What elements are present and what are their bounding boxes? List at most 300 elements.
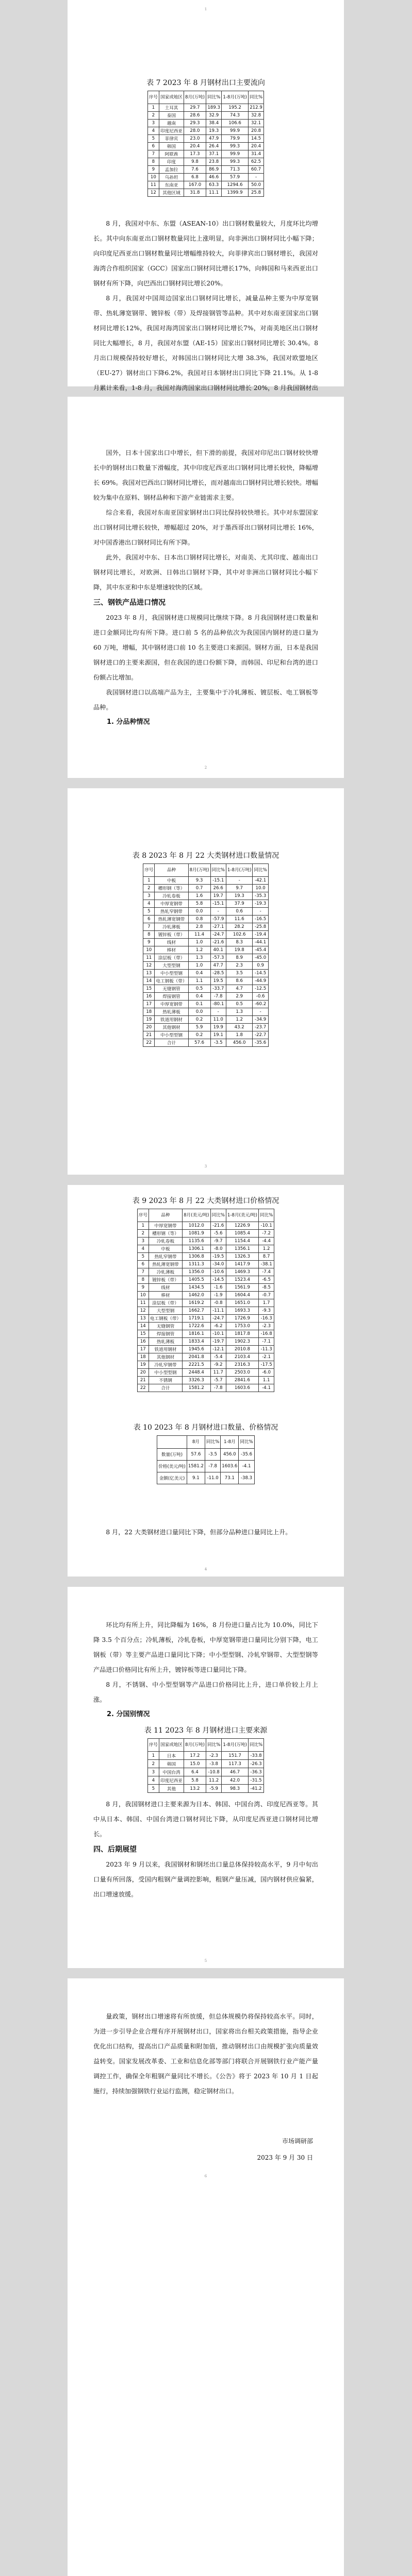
table-cell: 19.7 (210, 892, 226, 900)
table-cell: 10 (147, 174, 159, 181)
table-cell: -35.6 (253, 1039, 268, 1047)
table-cell: 16 (137, 1338, 149, 1346)
table-cell: 3.5 (226, 970, 253, 977)
table-row (143, 900, 269, 908)
table-cell: -3.5 (210, 1039, 226, 1047)
table-cell: 0.4 (188, 970, 210, 977)
page-number: 4 (204, 1567, 207, 1571)
table-cell: -42.1 (253, 877, 268, 885)
table-row (143, 892, 269, 900)
page-number: 3 (204, 1164, 207, 1168)
table-row (147, 143, 263, 150)
table-cell: -7.8 (210, 993, 226, 1001)
table-cell: 17 (143, 1001, 155, 1008)
table-row (137, 1361, 274, 1369)
table-cell: -38.1 (258, 1261, 274, 1268)
table-row (147, 1776, 263, 1785)
page-4 (68, 1185, 344, 1577)
table-cell: -9.7 (210, 1238, 226, 1245)
table-cell: 1135.6 (183, 1238, 210, 1245)
table-row (147, 174, 263, 181)
table-cell: 99.3 (222, 158, 249, 166)
table-cell: 46.6 (206, 174, 221, 181)
table-cell: -45.4 (253, 946, 268, 954)
table-cell: 11 (143, 954, 155, 962)
table-cell: 13 (143, 970, 155, 977)
table-cell: 57.9 (222, 174, 249, 181)
table-cell: 其他钢材 (149, 1353, 182, 1361)
table-cell: 0.2 (188, 1016, 210, 1024)
table-cell: 20.4 (248, 143, 263, 150)
table-cell: 18 (143, 1008, 155, 1016)
table-row (157, 1461, 254, 1472)
table-row (137, 1384, 274, 1392)
table-9 (137, 1209, 275, 1392)
table-row (147, 158, 263, 166)
table-cell: 1753.0 (226, 1323, 258, 1330)
column-header: 同比% (258, 1209, 274, 1222)
table-row (137, 1292, 274, 1299)
table-cell: 22 (137, 1384, 149, 1392)
column-header: 8月(美元/吨) (183, 1209, 210, 1222)
table-cell: 2.9 (226, 993, 253, 1001)
table-cell: 2010.8 (226, 1346, 258, 1353)
table-row (147, 181, 263, 189)
table-cell: 23.8 (206, 158, 221, 166)
table-header-row (137, 1209, 274, 1222)
table-cell: 11.1 (206, 189, 221, 197)
column-header: 同比% (248, 91, 263, 104)
table-8 (143, 863, 269, 1047)
table-cell: 195.2 (222, 104, 249, 112)
table-cell: 0.1 (188, 1001, 210, 1008)
table-cell: 26.4 (206, 143, 221, 150)
table-cell: 2041.8 (183, 1353, 210, 1361)
table-row (137, 1323, 274, 1330)
table-cell: 99.9 (222, 150, 249, 158)
table-cell: -80.1 (210, 1001, 226, 1008)
table-row (137, 1299, 274, 1307)
table-cell: 热轧窄钢带 (149, 1253, 182, 1261)
table-header-row (147, 1739, 263, 1752)
table-cell: 0.5 (226, 1001, 253, 1008)
table-cell: 12 (147, 189, 159, 197)
table-cell: -35.6 (239, 1449, 254, 1461)
table-cell: 冷轧窄钢带 (149, 1361, 182, 1369)
table-cell: 1 (143, 877, 155, 885)
table-cell: 乌孙坦 (159, 174, 184, 181)
table-cell: -9.2 (210, 1361, 226, 1369)
table-row (143, 908, 269, 916)
table-cell: -24.7 (210, 1315, 226, 1323)
table-cell: 2 (137, 1230, 149, 1238)
table-cell: 2448.4 (183, 1369, 210, 1377)
table-cell: 电工钢板（带） (155, 977, 188, 985)
table-row (147, 189, 263, 197)
table-cell: -12.5 (253, 985, 268, 993)
paragraph: 量政策，钢材出口增速将有所放缓，但总体规模仍将保持较高水平。同时，为进一步引导企业合理有序开展钢材出口，国家将出台相关政策措施，指导企业优化出口结构，提高出口产品质量和附加值，推动钢材出口由规模扩张向质量效益转变。国家发展改革委、工业和信息化部等部门将联合开展钢铁行业产能产量调控工作，确保全年粗钢产量同比不增长。《公告》将于 2023 年 10 月 1 日起施行，持续加强钢铁行业运行监测，稳定钢材出口。 (93, 2013, 318, 2095)
paragraph: 环比均有所上升，同比降幅为 16%，8 月份进口量占比为 10.0%，同比下降 3.5 个百分点；冷轧薄板，冷轧卷板，中厚宽钢带进口量同比分别下降，电工钢板（带）等主要产品进口量同比下降；中小型型钢、冷轧窄钢带、大型型钢等产品进口价格同比有所上升，镀锌板等进口量同比下降。 (93, 1621, 318, 1673)
table-cell: -1.6 (210, 1284, 226, 1292)
table-cell: 14.5 (248, 135, 263, 143)
table-cell: 102.6 (226, 931, 253, 939)
table-cell: 26.6 (210, 885, 226, 892)
table-row (147, 112, 263, 120)
table-cell: -16.3 (258, 1315, 274, 1323)
table-7-title: 表 7 2023 年 8 月钢材出口主要流向 (146, 79, 265, 87)
table-cell: -0.7 (258, 1292, 274, 1299)
table-cell: 19.5 (210, 977, 226, 985)
table-cell: 19.8 (226, 946, 253, 954)
table-cell: 热轧窄钢带 (155, 908, 188, 916)
table-cell: 热轧薄板 (155, 1008, 188, 1016)
table-cell: 大型型钢 (149, 1307, 182, 1315)
table-cell: 无缝钢管 (149, 1323, 182, 1330)
table-cell: -15.1 (210, 877, 226, 885)
column-header: 国家或地区 (159, 1739, 184, 1752)
table-10 (157, 1435, 254, 1484)
paragraph: 2023 年 9 月以来，我国钢材和钢坯出口量总体保持较高水平，9 月中旬出口量有所回落，受国内粗钢产量调控影响，粗钢产量压减，国内钢材供应偏紧，出口增速放缓。 (93, 1861, 318, 1898)
table-cell: 线材 (155, 939, 188, 946)
table-cell: 1226.9 (226, 1222, 258, 1230)
table-cell: 20.8 (248, 127, 263, 135)
table-row (147, 150, 263, 158)
table-cell: 17.2 (184, 1752, 206, 1760)
table-cell: 合计 (149, 1384, 182, 1392)
table-row (137, 1346, 274, 1353)
table-cell: -21.6 (210, 1222, 226, 1230)
table-cell: 中厚宽钢带 (155, 1001, 188, 1008)
table-cell: 1356.0 (183, 1268, 210, 1276)
table-cell: 23.0 (184, 135, 206, 143)
table-cell: 1.1 (188, 977, 210, 985)
table-row (143, 923, 269, 931)
column-header: 序号 (147, 91, 159, 104)
table-cell: 38.4 (206, 120, 221, 127)
table-cell: 1902.3 (226, 1338, 258, 1346)
paragraph: 8 月，我国钢材进口主要来源为日本、韩国、中国台湾、印度尼西亚等。其中从日本、韩国、中国台湾进口钢材同比下降，从印度尼西亚进口钢材同比增长。 (93, 1801, 318, 1838)
table-cell: -0.8 (210, 1299, 226, 1307)
table-cell: -14.5 (210, 1276, 226, 1284)
table-cell: - (226, 877, 253, 885)
table-cell: 1356.1 (226, 1245, 258, 1253)
column-header: 同比% (253, 864, 268, 877)
signature-org: 市场调研部 (282, 2138, 313, 2145)
table-cell: -12.1 (210, 1346, 226, 1353)
table-cell: 20.4 (184, 143, 206, 150)
table-cell: 1651.0 (226, 1299, 258, 1307)
table-cell: 1.0 (188, 939, 210, 946)
table-cell: 1.7 (258, 1299, 274, 1307)
table-cell: -41.2 (248, 1785, 263, 1793)
table-cell: 0.2 (188, 1031, 210, 1039)
table-row (137, 1230, 274, 1238)
table-cell: 4 (143, 900, 155, 908)
table-cell: -7.4 (258, 1268, 274, 1276)
table-cell: 1294.6 (222, 181, 249, 189)
table-cell: 0.0 (188, 1008, 210, 1016)
table-cell: 32.1 (248, 120, 263, 127)
table-cell: -7.8 (205, 1461, 220, 1472)
table-cell: 冷轧薄板 (155, 923, 188, 931)
table-cell: 1 (147, 1752, 159, 1760)
table-cell: 98.3 (222, 1785, 249, 1793)
table-cell: 99.3 (222, 143, 249, 150)
table-row (137, 1369, 274, 1377)
table-cell: 11.2 (206, 1776, 221, 1785)
table-cell: -34.9 (253, 1016, 268, 1024)
table-cell: 16 (143, 993, 155, 1001)
table-row (143, 1039, 269, 1047)
table-cell: 1581.2 (187, 1461, 205, 1472)
table-cell: 46.7 (222, 1768, 249, 1776)
table-row (137, 1261, 274, 1268)
table-cell: 3 (147, 1768, 159, 1776)
table-cell: -60.2 (253, 1001, 268, 1008)
table-cell: 冷轧卷板 (155, 892, 188, 900)
table-cell: -11.3 (258, 1346, 274, 1353)
table-row (157, 1472, 254, 1484)
table-cell: 棒材 (155, 946, 188, 954)
table-cell: 5.8 (184, 1776, 206, 1785)
table-cell: 镀锌板（带） (155, 931, 188, 939)
table-cell: -2.3 (258, 1323, 274, 1330)
table-row (143, 962, 269, 970)
table-cell: 中厚宽钢带 (155, 900, 188, 908)
table-cell: 2841.6 (226, 1377, 258, 1384)
paragraph: 此外，我国对中东、日本出口钢材同比增长，对南美、尤其印度、越南出口钢材同比增长，对欧洲、日韩出口钢材下降，其中对非洲出口钢材同比小幅下降，其中东亚和中东是增速较快的区域。 (93, 554, 318, 591)
table-cell: - (210, 908, 226, 916)
table-row (143, 1016, 269, 1024)
table-cell: -3.5 (205, 1449, 220, 1461)
table-cell: 1326.3 (226, 1253, 258, 1261)
table-cell: 14 (137, 1323, 149, 1330)
table-cell: -9.3 (258, 1307, 274, 1315)
table-cell: 8 (147, 158, 159, 166)
table-cell: 14 (143, 977, 155, 985)
page-6 (68, 1978, 344, 2576)
table-cell: -17.5 (258, 1361, 274, 1369)
table-cell: 10 (143, 946, 155, 954)
table-cell: 东南亚 (159, 181, 184, 189)
table-row (137, 1238, 274, 1245)
table-cell: -26.3 (248, 1760, 263, 1768)
column-header: 同比% (210, 1209, 226, 1222)
table-cell: -4.1 (258, 1384, 274, 1392)
table-cell: -7.1 (258, 1338, 274, 1346)
table-cell: 1085.4 (226, 1230, 258, 1238)
table-row (147, 166, 263, 174)
table-cell: 孟加拉 (159, 166, 184, 174)
table-cell: 6.8 (184, 174, 206, 181)
table-cell: -33.7 (210, 985, 226, 993)
table-cell: -44.9 (253, 977, 268, 985)
table-cell: 40.1 (210, 946, 226, 954)
paragraph: 综合来看，我国对东南亚国家钢材出口同比保持较快增长。其中对东盟国家出口钢材同比增长较快，增幅超过 20%，对于墨西哥出口钢材同比增长 16%，对中国香港出口钢材同比有所下降。 (93, 509, 318, 546)
table-cell: 63.3 (206, 181, 221, 189)
table-row (143, 993, 269, 1001)
column-header: 同比% (239, 1436, 254, 1449)
table-cell: 电工钢板（带） (149, 1315, 182, 1323)
column-header: 1-8月(万吨) (222, 1739, 249, 1752)
table-header-row (157, 1436, 254, 1449)
column-header: 8月(万吨) (188, 864, 210, 877)
table-cell: 0.6 (226, 908, 253, 916)
table-11-title: 表 11 2023 年 8 月钢材进口主要来源 (144, 1726, 268, 1735)
table-cell: 印度尼西亚 (159, 1776, 184, 1785)
table-cell: 11 (147, 181, 159, 189)
table-cell: 5.8 (188, 900, 210, 908)
table-cell: -57.3 (210, 954, 226, 962)
table-row (143, 977, 269, 985)
table-header-row (147, 91, 263, 104)
table-cell: 不锈钢 (149, 1377, 182, 1384)
table-cell: 其他 (159, 1785, 184, 1793)
table-cell: 其他区域 (159, 189, 184, 197)
table-cell: 6 (143, 916, 155, 923)
table-cell: 19 (143, 1016, 155, 1024)
table-cell: 1.0 (188, 962, 210, 970)
table-cell: 20 (143, 1024, 155, 1031)
table-cell: 12 (137, 1307, 149, 1315)
table-cell: -15.1 (210, 900, 226, 908)
table-cell: 7 (137, 1268, 149, 1276)
table-9-title: 表 9 2023 年 8 月 22 大类钢材进口价格情况 (132, 1197, 279, 1205)
table-cell: 106.6 (222, 120, 249, 127)
table-cell: 涂层板（带） (155, 954, 188, 962)
table-row (143, 970, 269, 977)
table-cell: 中小型型钢 (155, 970, 188, 977)
paragraph: 2023 年 8 月，我国钢材进口规模同比继续下降。8 月我国钢材进口数量和进口金额同比均有所下降。进口前 5 名的品种依次为我国国内钢材的进口量为 60 万吨，增幅，其中钢材进口前 10 名主要进口来源国。钢材方面，日本是我国钢材进口的主要来源国，但在我国的进口份额下降，而韩国、印尼和台湾的进口份额占比增加。 (93, 614, 318, 681)
table-row (147, 1768, 263, 1776)
table-cell: 29.3 (184, 120, 206, 127)
table-cell: 棒材 (149, 1292, 182, 1299)
column-header: 序号 (147, 1739, 159, 1752)
table-cell: 其他钢材 (155, 1024, 188, 1031)
table-cell: 50.0 (248, 181, 263, 189)
table-row (143, 916, 269, 923)
table-cell: 10.0 (253, 885, 268, 892)
table-cell: 中国台湾 (159, 1768, 184, 1776)
table-cell: 4 (147, 127, 159, 135)
table-row (143, 1008, 269, 1016)
section-heading: 三、钢铁产品进口情况 (93, 599, 166, 607)
table-row (137, 1330, 274, 1338)
column-header: 8月(万吨) (184, 91, 206, 104)
table-cell: 1399.9 (222, 189, 249, 197)
page-1 (68, 0, 344, 392)
table-cell: 焊接钢管 (155, 993, 188, 1001)
table-row (137, 1222, 274, 1230)
sub-heading: 1. 分品种情况 (107, 718, 150, 726)
table-cell: 大型型钢 (155, 962, 188, 970)
paragraph: 8 月，我国对中国周边国家出口钢材同比增长，减量品种主要为中厚宽钢带、热轧薄宽钢带、镀锌板（带）及焊接钢管等品种。其中对东南亚国家出口钢材同比增长12%，我国对海湾国家出口钢材同比增长7%，对南美地区出口钢材同比大幅增长，8 月，我国对东盟（AE-15）国家出口钢材同比增长 30.4%。8 月出口规模保持较好增长，对韩国出口钢材同比大增 38.3%，我国对欧盟地区（EU-27）钢材出口下降6.2%，我国对日本钢材出口同比下降 21.1%。从 1-8 月累计来看，1-8 月，我国对海湾国家出口钢材同比增长 20%，8 月我国钢材出 (93, 295, 318, 392)
table-cell: 韩国 (159, 143, 184, 150)
table-cell: -5.6 (210, 1230, 226, 1238)
table-cell: 数量(万吨) (157, 1449, 187, 1461)
table-cell: 3326.3 (183, 1377, 210, 1384)
table-cell: 28.6 (184, 112, 206, 120)
page-number: 1 (204, 7, 207, 11)
table-cell: 1523.4 (226, 1276, 258, 1284)
table-cell: -22.7 (253, 1031, 268, 1039)
table-row (143, 1024, 269, 1031)
table-cell: -2.3 (206, 1752, 221, 1760)
table-cell: 19.1 (210, 1031, 226, 1039)
table-cell: 1833.4 (183, 1338, 210, 1346)
table-cell: 4 (137, 1245, 149, 1253)
table-cell: 11.7 (210, 1369, 226, 1377)
table-cell: 1581.2 (183, 1384, 210, 1392)
table-cell: -11.1 (210, 1307, 226, 1315)
table-cell: 冷轧卷板 (149, 1238, 182, 1245)
table-cell: -16.8 (258, 1330, 274, 1338)
table-cell: 1722.6 (183, 1323, 210, 1330)
paragraph: 国外，日本十国家出口中增长，但下滑的前提，我国对印尼出口钢材较快增长中的钢材出口数量下滑幅度，其中印度尼西亚出口钢材同比增长较快，降幅增长 69%。我国对巴西出口钢材同比增长，而对越南出口钢材同比增长较快。增幅较为集中在原料、钢材品种和下游产业链需求主要。 (93, 449, 318, 501)
table-cell: 0.5 (188, 985, 210, 993)
table-cell: 3 (137, 1238, 149, 1245)
table-cell: 32.8 (248, 112, 263, 120)
table-cell: -10.8 (206, 1768, 221, 1776)
table-cell: -19.3 (253, 900, 268, 908)
page-number: 2 (204, 766, 207, 770)
table-cell: 73.1 (221, 1472, 239, 1484)
table-cell: 8 (143, 931, 155, 939)
table-cell: 5 (143, 908, 155, 916)
table-cell: -45.0 (253, 954, 268, 962)
table-cell: 土耳其 (159, 104, 184, 112)
table-cell: 越南 (159, 120, 184, 127)
table-cell: 1306.1 (183, 1245, 210, 1253)
table-cell: 7.6 (184, 166, 206, 174)
table-cell: 167.0 (184, 181, 206, 189)
table-cell: 1306.8 (183, 1253, 210, 1261)
table-row (143, 939, 269, 946)
table-cell: 17.3 (184, 150, 206, 158)
table-cell: 1 (137, 1222, 149, 1230)
section-heading: 四、后期展望 (93, 1845, 137, 1854)
table-cell: 1154.4 (226, 1238, 258, 1245)
table-cell: 1081.9 (183, 1230, 210, 1238)
table-cell: 4.7 (226, 985, 253, 993)
table-cell: 1.1 (258, 1377, 274, 1384)
table-cell: 槽形钢（等） (155, 885, 188, 892)
table-7 (147, 91, 264, 197)
table-cell: 镀锌板（带） (149, 1276, 182, 1284)
table-cell: 1417.9 (226, 1261, 258, 1268)
table-row (137, 1307, 274, 1315)
table-cell: -3.8 (206, 1760, 221, 1768)
table-cell: 9.1 (187, 1472, 205, 1484)
table-cell: 6 (137, 1261, 149, 1268)
table-cell: 9.3 (188, 877, 210, 885)
table-cell: -19.5 (210, 1253, 226, 1261)
table-cell: - (210, 1008, 226, 1016)
table-row (143, 1001, 269, 1008)
table-cell: 37.9 (226, 900, 253, 908)
table-cell: 62.5 (248, 158, 263, 166)
paragraph: 8 月，不锈钢、中小型型钢等产品进口价格同比上升，进口单价较上月上涨。 (93, 1681, 318, 1703)
table-cell: 1719.1 (183, 1315, 210, 1323)
table-cell: 7 (147, 150, 159, 158)
table-cell: -6.0 (258, 1369, 274, 1377)
column-header: 同比% (210, 864, 226, 877)
table-cell: 21 (143, 1031, 155, 1039)
table-cell: -8.0 (210, 1245, 226, 1253)
table-cell: 2 (143, 885, 155, 892)
table-cell: 2316.3 (226, 1361, 258, 1369)
table-10-title: 表 10 2023 年 8 月钢材进口数量、价格情况 (133, 1423, 278, 1432)
